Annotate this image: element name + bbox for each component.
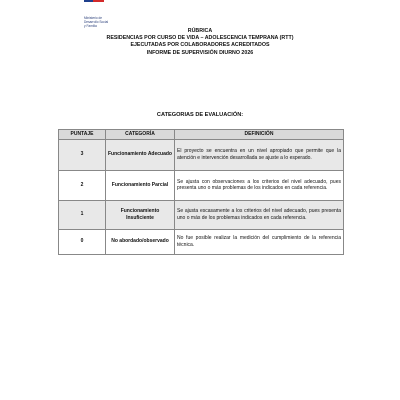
table-row (59, 139, 344, 170)
header-category: CATEGORÍA (106, 130, 175, 140)
document-header (60, 28, 340, 57)
logo-line-1: Ministerio de (84, 16, 103, 20)
section-title: CATEGORIAS DE EVALUACIÓN: (156, 112, 244, 118)
header-definition: DEFINICIÓN (175, 130, 344, 140)
category-cell: No abordado/observado (106, 229, 175, 254)
document-title: RÚBRICA (187, 28, 213, 34)
definition-cell: Se ajusta con observaciones a los criterios del nivel adecuado, pues presenta uno o más problemas de los indicados en cada referencia. (175, 170, 344, 200)
score-cell: 1 (59, 200, 106, 229)
logo-line-3: y Familia (84, 24, 97, 28)
logo-red-block (93, 0, 104, 2)
logo-line-2: Desarrollo Social (84, 20, 109, 24)
definition-cell: El proyecto se encuentra en un nivel apropiado que permite que la atención e intervención desarrollada se ajuste a lo esperado. (175, 139, 344, 170)
table-row (59, 200, 344, 229)
definition-cell: Se ajusta escasamente a los criterios del nivel adecuado, pues presenta uno o más de los problemas indicados en cada referencia. (175, 200, 344, 229)
logo-text (84, 16, 109, 28)
header-score: PUNTAJE (59, 130, 106, 140)
logo-blue-block (84, 0, 93, 2)
score-cell: 2 (59, 170, 106, 200)
category-cell: Funcionamiento Parcial (106, 170, 175, 200)
document-subtitle-2: EJECUTADAS POR COLABORADORES ACREDITADOS (130, 42, 270, 49)
score-cell: 3 (59, 139, 106, 170)
category-cell: Funcionamiento Insuficiente (106, 200, 175, 229)
document-subtitle: RESIDENCIAS POR CURSO DE VIDA – ADOLESCENCIA TEMPRANA (RTT) (106, 35, 294, 42)
category-cell: Funcionamiento Adecuado (106, 139, 175, 170)
definition-cell: No fue posible realizar la medición del cumplimiento de la referencia técnica. (175, 229, 344, 254)
logo-flag-bar (84, 0, 104, 2)
document-subtitle-3: INFORME DE SUPERVISIÓN DIURNO 2026 (146, 49, 254, 56)
table-header-row (59, 130, 344, 140)
table-row (59, 229, 344, 254)
table-row (59, 170, 344, 200)
evaluation-categories-table (58, 129, 344, 255)
score-cell: 0 (59, 229, 106, 254)
